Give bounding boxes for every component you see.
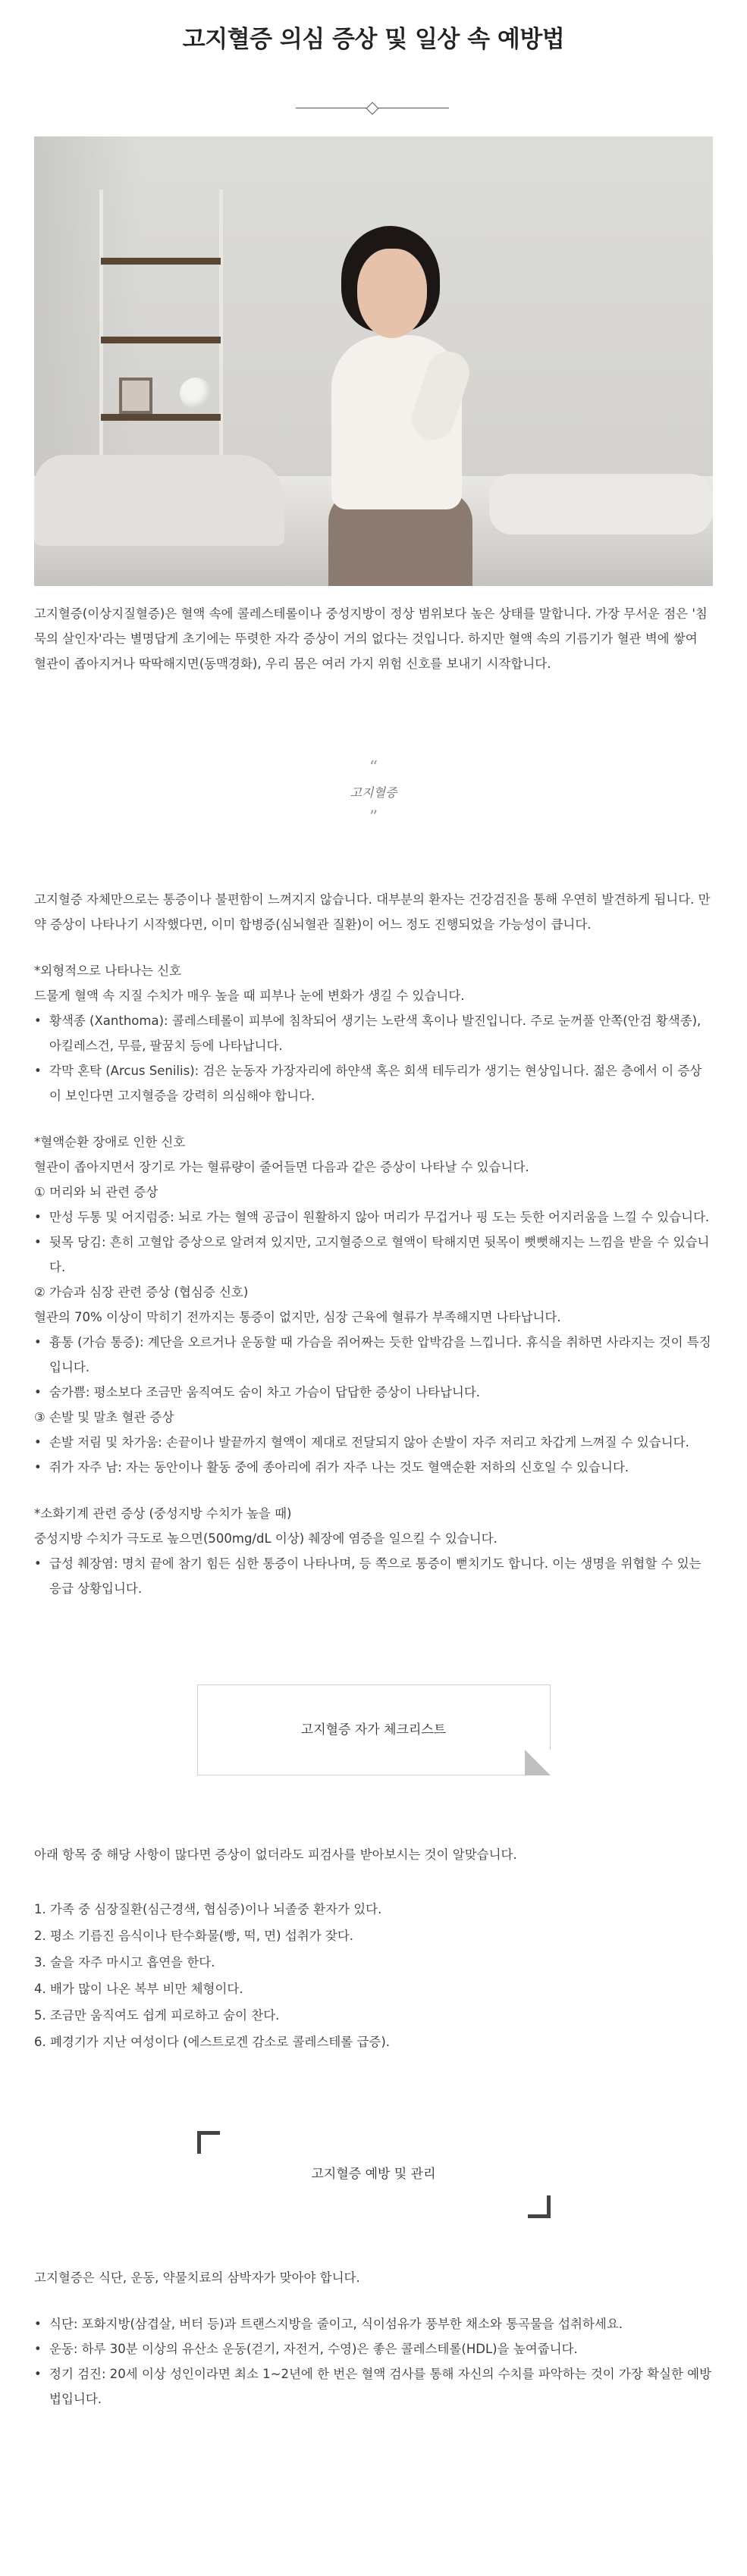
list-item: • 식단: 포화지방(삼겹살, 버터 등)과 트랜스지방을 줄이고, 식이섬유가 풍부한 채소와 통곡물을 섭취하세요. (34, 2311, 713, 2336)
checklist-intro: 아래 항목 중 해당 사항이 많다면 증상이 없더라도 피검사를 받아보시는 것이 알맞습니다. (34, 1847, 517, 1862)
bed-blanket (34, 455, 284, 546)
open-quote-icon: “ (369, 758, 378, 777)
bracket-corner-icon (528, 2195, 551, 2218)
list-item: • 쥐가 자주 남: 자는 동안이나 활동 중에 종아리에 쥐가 자주 나는 것도 혈액순환 저하의 신호일 수 있습니다. (34, 1455, 713, 1480)
bed-pillow (489, 474, 713, 534)
folded-corner-icon (525, 1750, 551, 1775)
list-item: • 숨가쁨: 평소보다 조금만 움직여도 숨이 차고 가슴이 답답한 증상이 나타납니다. (34, 1380, 713, 1405)
subsection-desc: 혈관의 70% 이상이 막히기 전까지는 통증이 없지만, 심장 근육에 혈류가 부족해지면 나타납니다. (34, 1310, 561, 1324)
bracket-corner-icon (197, 2131, 220, 2154)
checklist-item: 4. 배가 많이 나온 복부 비만 체형이다. (34, 1982, 243, 1996)
shelf-board (101, 414, 221, 421)
diamond-icon (366, 102, 379, 115)
lamp-object (180, 378, 212, 409)
checklist-item: 2. 평소 기름진 음식이나 탄수화물(빵, 떡, 면) 섭취가 잦다. (34, 1929, 354, 1943)
shelf-board (101, 258, 221, 265)
checklist-title-box (197, 1684, 551, 1775)
list-item: • 급성 췌장염: 명치 끝에 참기 힘든 심한 통증이 나타나며, 등 쪽으로 통증이 뻗치기도 합니다. 이는 생명을 위협할 수 있는 응급 상황입니다. (34, 1551, 713, 1601)
title-divider (0, 70, 747, 136)
list-item: • 뒷목 당김: 흔히 고혈압 증상으로 알려져 있지만, 고지혈증으로 혈액이 탁해지면 뒷목이 뻣뻣해지는 느낌을 받을 수 있습니다. (34, 1230, 713, 1280)
picture-frame-object (119, 378, 152, 414)
person-face (357, 249, 427, 338)
pull-quote (0, 760, 747, 866)
checklist (34, 1896, 713, 2055)
checklist-item: 5. 조금만 움직여도 쉽게 피로하고 숨이 찬다. (34, 2008, 280, 2023)
checklist-item: 1. 가족 중 심장질환(심근경색, 협심증)이나 뇌졸중 환자가 있다. (34, 1902, 382, 1916)
section-desc: 혈관이 좁아지면서 장기로 가는 혈류량이 줄어들면 다음과 같은 증상이 나타날 수 있습니다. (34, 1160, 529, 1174)
section-desc: 중성지방 수치가 극도로 높으면(500mg/dL 이상) 췌장에 염증을 일으킬 수 있습니다. (34, 1531, 497, 1546)
list-item: • 정기 검진: 20세 이상 성인이라면 최소 1~2년에 한 번은 혈액 검사를 통해 자신의 수치를 파악하는 것이 가장 확실한 예방법입니다. (34, 2361, 713, 2411)
quote-text: 고지혈증 (350, 785, 397, 800)
section-heading: *외형적으로 나타나는 신호 (34, 964, 182, 978)
subsection-heading: ③ 손발 및 말초 혈관 증상 (34, 1410, 174, 1424)
intro-paragraph: 고지혈증(이상지질혈증)은 혈액 속에 콜레스테롤이나 중성지방이 정상 범위보다 높은 상태를 말합니다. 가장 무서운 점은 '침묵의 살인자'라는 별명답게 초기에는 뚜렷한 자각 증상이 거의 없다는 것입니다. 하지만 혈액 속의 기름기가 혈관 벽에 쌓여 혈관이 좁아지거나 딱딱해지면(동맥경화), 우리 몸은 여러 가지 위험 신호를 보내기 시작합니다. (34, 606, 708, 671)
section-circulation-signs (34, 1130, 713, 1480)
section-desc: 드물게 혈액 속 지질 수치가 매우 높을 때 피부나 눈에 변화가 생길 수 있습니다. (34, 989, 465, 1003)
checklist-title-text: 고지혈증 자가 체크리스트 (300, 1722, 447, 1738)
section-external-signs (34, 958, 713, 1108)
page-title: 고지혈증 의심 증상 및 일상 속 예방법 (182, 26, 565, 53)
list-item: • 만성 두통 및 어지럼증: 뇌로 가는 혈액 공급이 원활하지 않아 머리가 무겁거나 핑 도는 듯한 어지러움을 느낄 수 있습니다. (34, 1205, 713, 1230)
close-quote-icon: ” (369, 808, 378, 827)
subsection-heading: ① 머리와 뇌 관련 증상 (34, 1185, 159, 1199)
summary-paragraph: 고지혈증 자체만으로는 통증이나 불편함이 느껴지지 않습니다. 대부분의 환자는 건강검진을 통해 우연히 발견하게 됩니다. 만약 증상이 나타나기 시작했다면, 이미 합병증(심뇌혈관 질환)이 어느 정도 진행되었을 가능성이 큽니다. (34, 892, 711, 932)
hero-photo (34, 136, 713, 586)
shelf-board (101, 337, 221, 343)
list-item: • 운동: 하루 30분 이상의 유산소 운동(걷기, 자전거, 수영)은 좋은 콜레스테롤(HDL)을 높여줍니다. (34, 2336, 713, 2361)
section-heading: *혈액순환 장애로 인한 신호 (34, 1135, 186, 1149)
section-heading: *소화기계 관련 증상 (중성지방 수치가 높을 때) (34, 1506, 292, 1521)
subsection-heading: ② 가슴과 심장 관련 증상 (협심증 신호) (34, 1285, 249, 1299)
prevention-title: 고지혈증 예방 및 관리 (311, 2167, 436, 2182)
prevention-list (34, 2311, 713, 2411)
prevention-intro: 고지혈증은 식단, 운동, 약물치료의 삼박자가 맞아야 합니다. (34, 2270, 360, 2285)
list-item: • 손발 저림 및 차가움: 손끝이나 발끝까지 혈액이 제대로 전달되지 않아 손발이 자주 저리고 차갑게 느껴질 수 있습니다. (34, 1430, 713, 1455)
list-item: • 흉통 (가슴 통증): 계단을 오르거나 운동할 때 가슴을 쥐어짜는 듯한 압박감을 느낍니다. 휴식을 취하면 사라지는 것이 특징입니다. (34, 1330, 713, 1380)
list-item: • 황색종 (Xanthoma): 콜레스테롤이 피부에 침착되어 생기는 노란색 혹이나 발진입니다. 주로 눈꺼풀 안쪽(안검 황색종), 아킬레스건, 무릎, 팔꿈치 등에 나타납니다. (34, 1008, 713, 1058)
list-item: • 각막 혼탁 (Arcus Senilis): 검은 눈동자 가장자리에 하얀색 혹은 회색 테두리가 생기는 현상입니다. 젊은 층에서 이 증상이 보인다면 고지혈증을 강력히 의심해야 합니다. (34, 1058, 713, 1108)
checklist-title (197, 1684, 551, 1775)
prevention-title-box (197, 2131, 551, 2218)
section-digestive-signs (34, 1501, 713, 1601)
checklist-item: 3. 술을 자주 마시고 흡연을 한다. (34, 1955, 215, 1970)
checklist-item: 6. 폐경기가 지난 여성이다 (에스트로겐 감소로 콜레스테롤 급증). (34, 2035, 391, 2049)
